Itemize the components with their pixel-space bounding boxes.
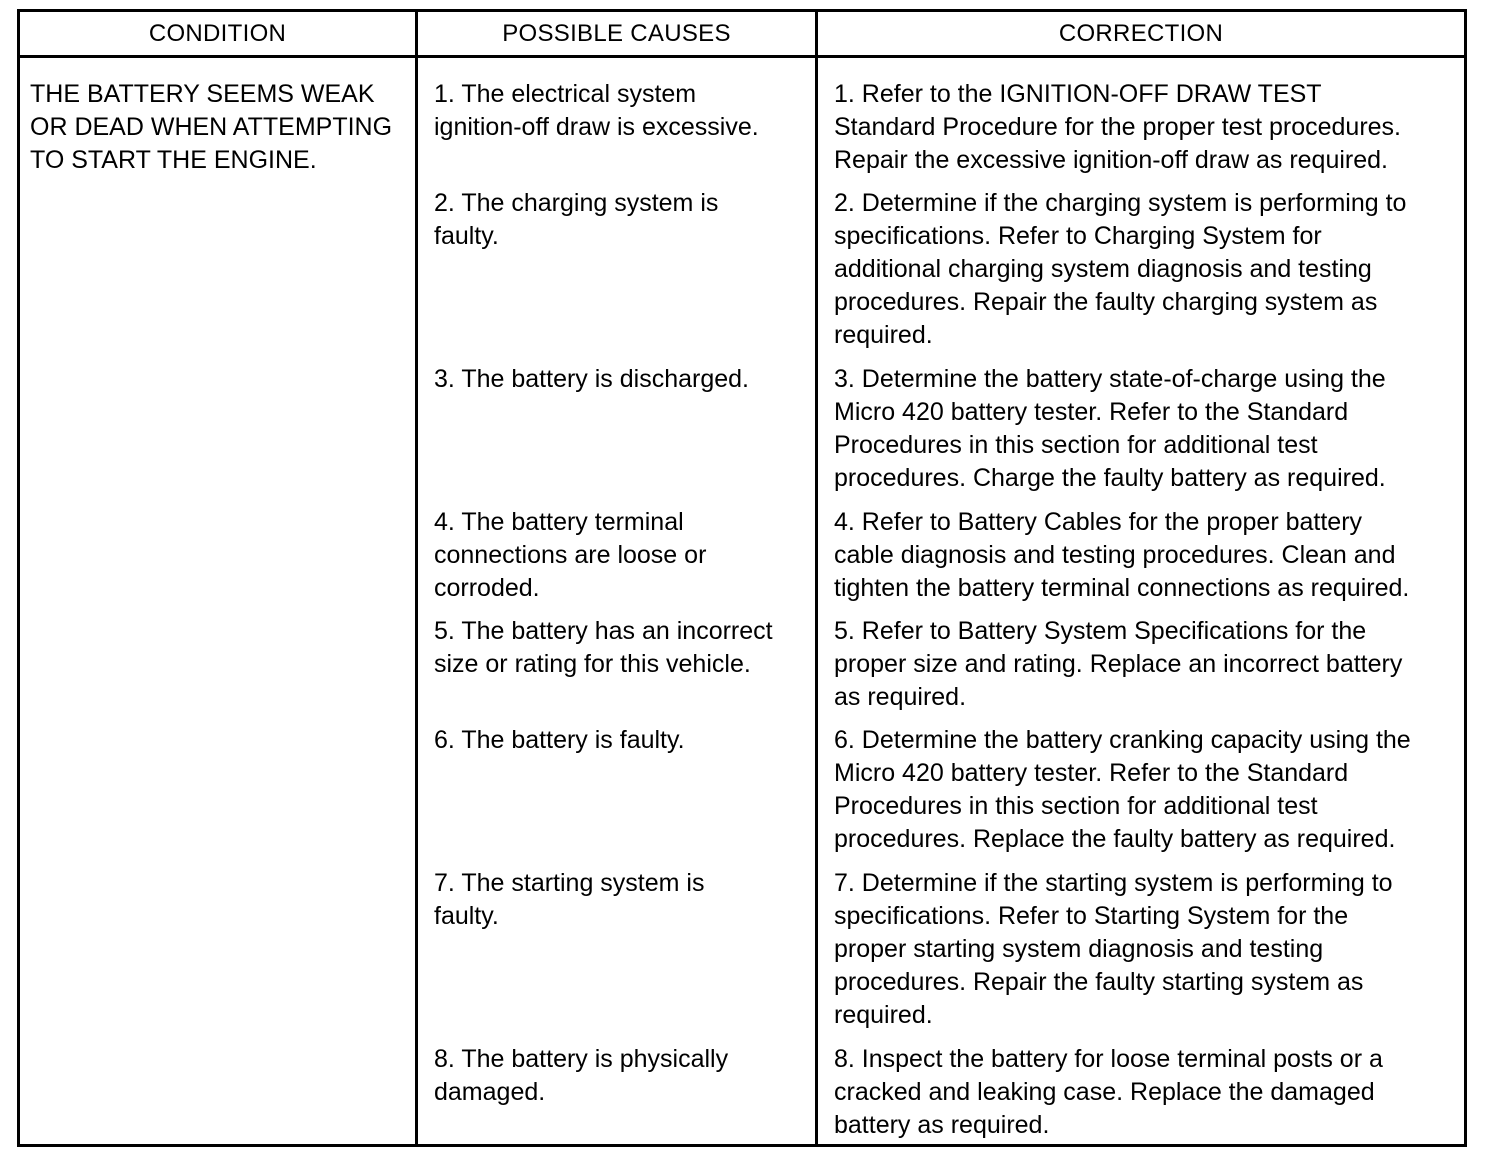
header-condition: CONDITION [148,20,287,47]
condition-text: THE BATTERY SEEMS WEAK OR DEAD WHEN ATTEMPTING TO START THE ENGINE. [30,80,393,174]
cause-2: 2. The charging system is faulty. [434,189,719,250]
cause-8: 8. The battery is physically damaged. [434,1045,729,1106]
header-correction: CORRECTION [1058,20,1224,47]
cause-6: 6. The battery is faulty. [434,726,685,754]
cause-3: 3. The battery is discharged. [434,365,749,393]
correction-2: 2. Determine if the charging system is performing to specifications. Refer to Charging System for additional charging system diagnosis and testing procedures. Repair the faulty charging system as required. [834,189,1407,349]
correction-5: 5. Refer to Battery System Specifications for the proper size and rating. Replace an incorrect battery as required. [834,617,1403,711]
diagnosis-table [17,9,1467,1147]
correction-6: 6. Determine the battery cranking capacity using the Micro 420 battery tester. Refer to the Standard Procedures in this section for additional test procedures. Replace the faulty battery as required. [834,726,1411,853]
cause-1: 1. The electrical system ignition-off draw is excessive. [434,80,759,141]
correction-8: 8. Inspect the battery for loose terminal posts or a cracked and leaking case. Replace the damaged battery as required. [834,1045,1383,1139]
cause-4: 4. The battery terminal connections are loose or corroded. [434,508,707,602]
correction-4: 4. Refer to Battery Cables for the proper battery cable diagnosis and testing procedures. Clean and tighten the battery terminal connections as required. [834,508,1410,602]
cause-5: 5. The battery has an incorrect size or rating for this vehicle. [434,617,773,678]
column-divider [415,12,418,1144]
header-possible-causes: POSSIBLE CAUSES [502,20,731,47]
cause-7: 7. The starting system is faulty. [434,869,705,930]
correction-1: 1. Refer to the IGNITION-OFF DRAW TEST Standard Procedure for the proper test procedures. Repair the excessive ignition-off draw as required. [834,80,1401,174]
correction-3: 3. Determine the battery state-of-charge using the Micro 420 battery tester. Refer to the Standard Procedures in this section for additional test procedures. Charge the faulty battery as required. [834,365,1386,492]
header-divider [20,55,1464,58]
column-divider [815,12,818,1144]
correction-7: 7. Determine if the starting system is performing to specifications. Refer to Starting System for the proper starting system diagnosis and testing procedures. Repair the faulty starting system as required. [834,869,1393,1029]
